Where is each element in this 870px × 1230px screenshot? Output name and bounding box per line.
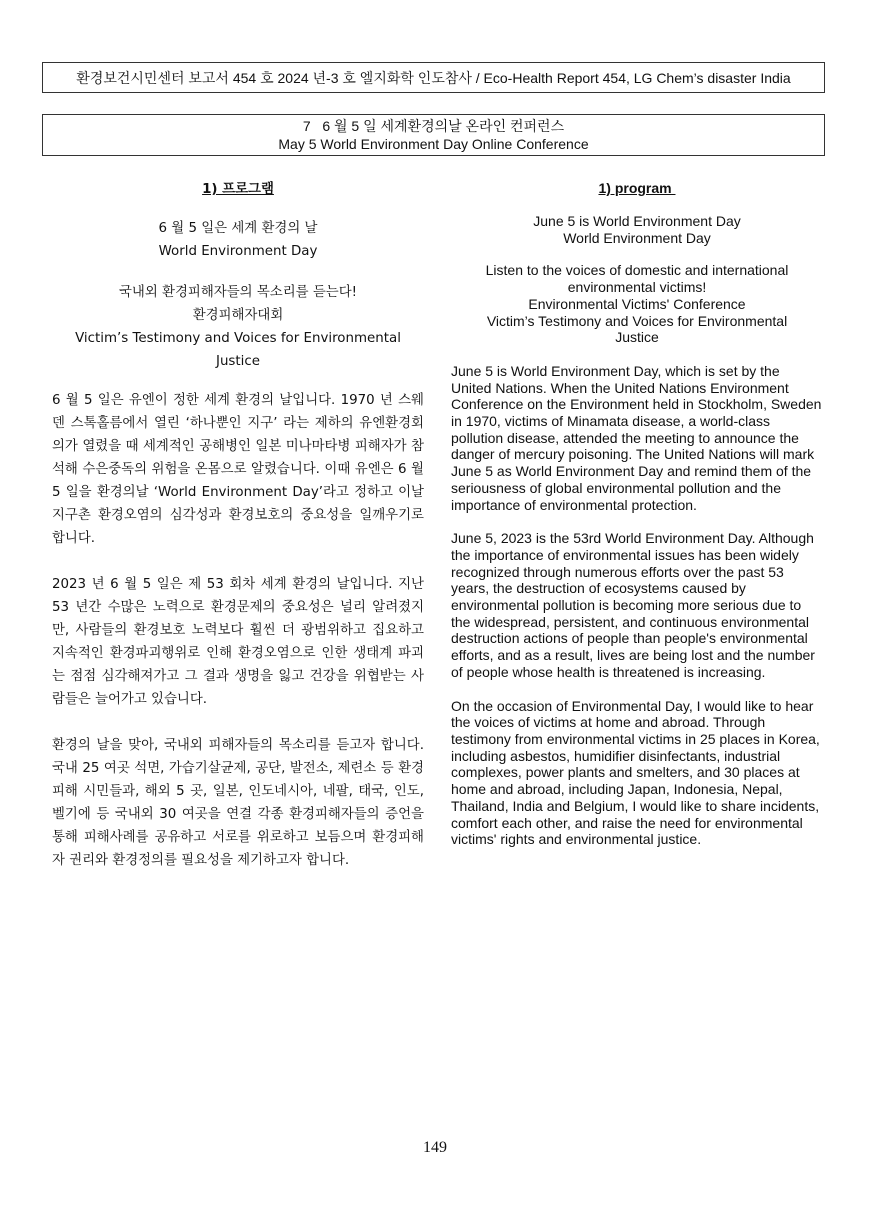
english-subtitle-line: June 5 is World Environment Day: [533, 213, 741, 229]
english-paragraph-2: June 5, 2023 is the 53rd World Environment Day. Although the importance of environmental issues has been widely recognized through numerous efforts over the past 53 years, the destruction of ecosystems caused by environmental pollution is becoming more serious due to the widespread, persistent, and continuous environmental destruction actions of people than people's environmental efforts, and as a result, lives are being lost and the number of people whose health is threatened is increasing.: [451, 530, 815, 680]
english-heading: 1) program: [598, 180, 676, 196]
korean-subtitle-conference: [52, 281, 424, 373]
english-subtitle-world-environment-day: [451, 213, 823, 246]
korean-paragraph-1: 6 월 5 일은 유엔이 정한 세계 환경의 날입니다. 1970 년 스웨덴 스톡홀름에서 열린 ‘하나뿐인 지구’ 라는 제하의 유엔환경회의가 열렸을 때 세계적인 공해병인 일본 미나마타병 피해자가 참석해 수은중독의 위험을 온몸으로 알렸습니다. 이때 유엔은 6 월 5 일을 환경의날 ‘World Environment Day’라고 정하고 이날 지구촌 환경오염의 심각성과 환경보호의 중요성을 일깨우기로 합니다.: [52, 393, 424, 546]
korean-paragraph-2: 2023 년 6 월 5 일은 제 53 회차 세계 환경의 날입니다. 지난 53 년간 수많은 노력으로 환경문제의 중요성은 널리 알려졌지만, 사람들의 환경보호 노력보다 훨씬 더 광범위하고 집요하고 지속적인 환경파괴행위로 인해 환경오염으로 인한 생태계 파괴는 점점 심각해져가고 그 결과 생명을 잃고 건강을 위협받는 사람들은 늘어가고 있습니다.: [52, 577, 424, 707]
report-header-text: 환경보건시민센터 보고서 454 호 2024 년-3 호 엘지화학 인도참사 / Eco-Health Report 454, LG Chem’s disaster India: [76, 69, 791, 86]
english-subtitle-line: Victim’s Testimony and Voices for Environmental Justice: [486, 312, 788, 346]
english-paragraph-1: June 5 is World Environment Day, which is set by the United Nations. When the United Nations Environment Conference on the Environment held in Stockholm, Sweden in 1970, victims of Minamata disease, a world-class pollution disease, attended the meeting to announce the danger of mercury poisoning. The United Nations will mark June 5 as World Environment Day and remind them of the seriousness of global environmental pollution and the importance of environmental protection.: [451, 362, 822, 513]
english-subtitle-line: Listen to the voices of domestic and international environmental victims!: [485, 262, 789, 296]
korean-paragraph-3: 환경의 날을 맞아, 국내외 피해자들의 목소리를 듣고자 합니다. 국내 25 여곳 석면, 가습기살균제, 공단, 발전소, 제련소 등 환경피해 시민들과, 해외 5 곳, 일본, 인도네시아, 네팔, 태국, 인도, 벨기에 등 국내외 30 여곳을 연결 각종 환경피해자들의 증언을 통해 피해사례를 공유하고 서로를 위로하고 보듬으며 환경피해자 권리와 환경정의를 필요성을 제기하고자 합니다.: [52, 738, 424, 868]
english-column: [451, 178, 823, 848]
korean-subtitle-line: Victim’s Testimony and Voices for Environmental Justice: [75, 331, 401, 369]
section-title-korean: 7 6 월 5 일 세계환경의날 온라인 컨퍼런스: [302, 118, 565, 134]
korean-subtitle-world-environment-day: [52, 217, 424, 263]
english-subtitle-conference: [451, 262, 823, 346]
korean-subtitle-line: 환경피해자대회: [192, 308, 284, 323]
korean-subtitle-line: 6 월 5 일은 세계 환경의 날: [158, 221, 318, 236]
report-header: [42, 62, 825, 93]
korean-subtitle-line: World Environment Day: [158, 244, 318, 259]
korean-column: [52, 178, 424, 872]
page-number: 149: [423, 1139, 447, 1156]
english-paragraph-3: On the occasion of Environmental Day, I would like to hear the voices of victims at home and abroad. Through testimony from environmental victims in 25 places in Korea, including asbestos, humidifier disinfectants, industrial complexes, power plants and smelters, and 30 places at home and abroad, including Japan, Indonesia, Nepal, Thailand, India and Belgium, I would like to share incidents, comfort each other, and raise the need for environmental victims' rights and environmental justice.: [451, 697, 820, 848]
korean-heading: 1) 프로그램: [202, 182, 274, 197]
section-title-english: May 5 World Environment Day Online Conference: [278, 136, 589, 152]
english-subtitle-line: World Environment Day: [563, 229, 711, 246]
korean-subtitle-line: 국내외 환경피해자들의 목소리를 듣는다!: [118, 285, 358, 300]
section-title-box: [42, 114, 825, 156]
english-subtitle-line: Environmental Victims' Conference: [528, 295, 746, 312]
